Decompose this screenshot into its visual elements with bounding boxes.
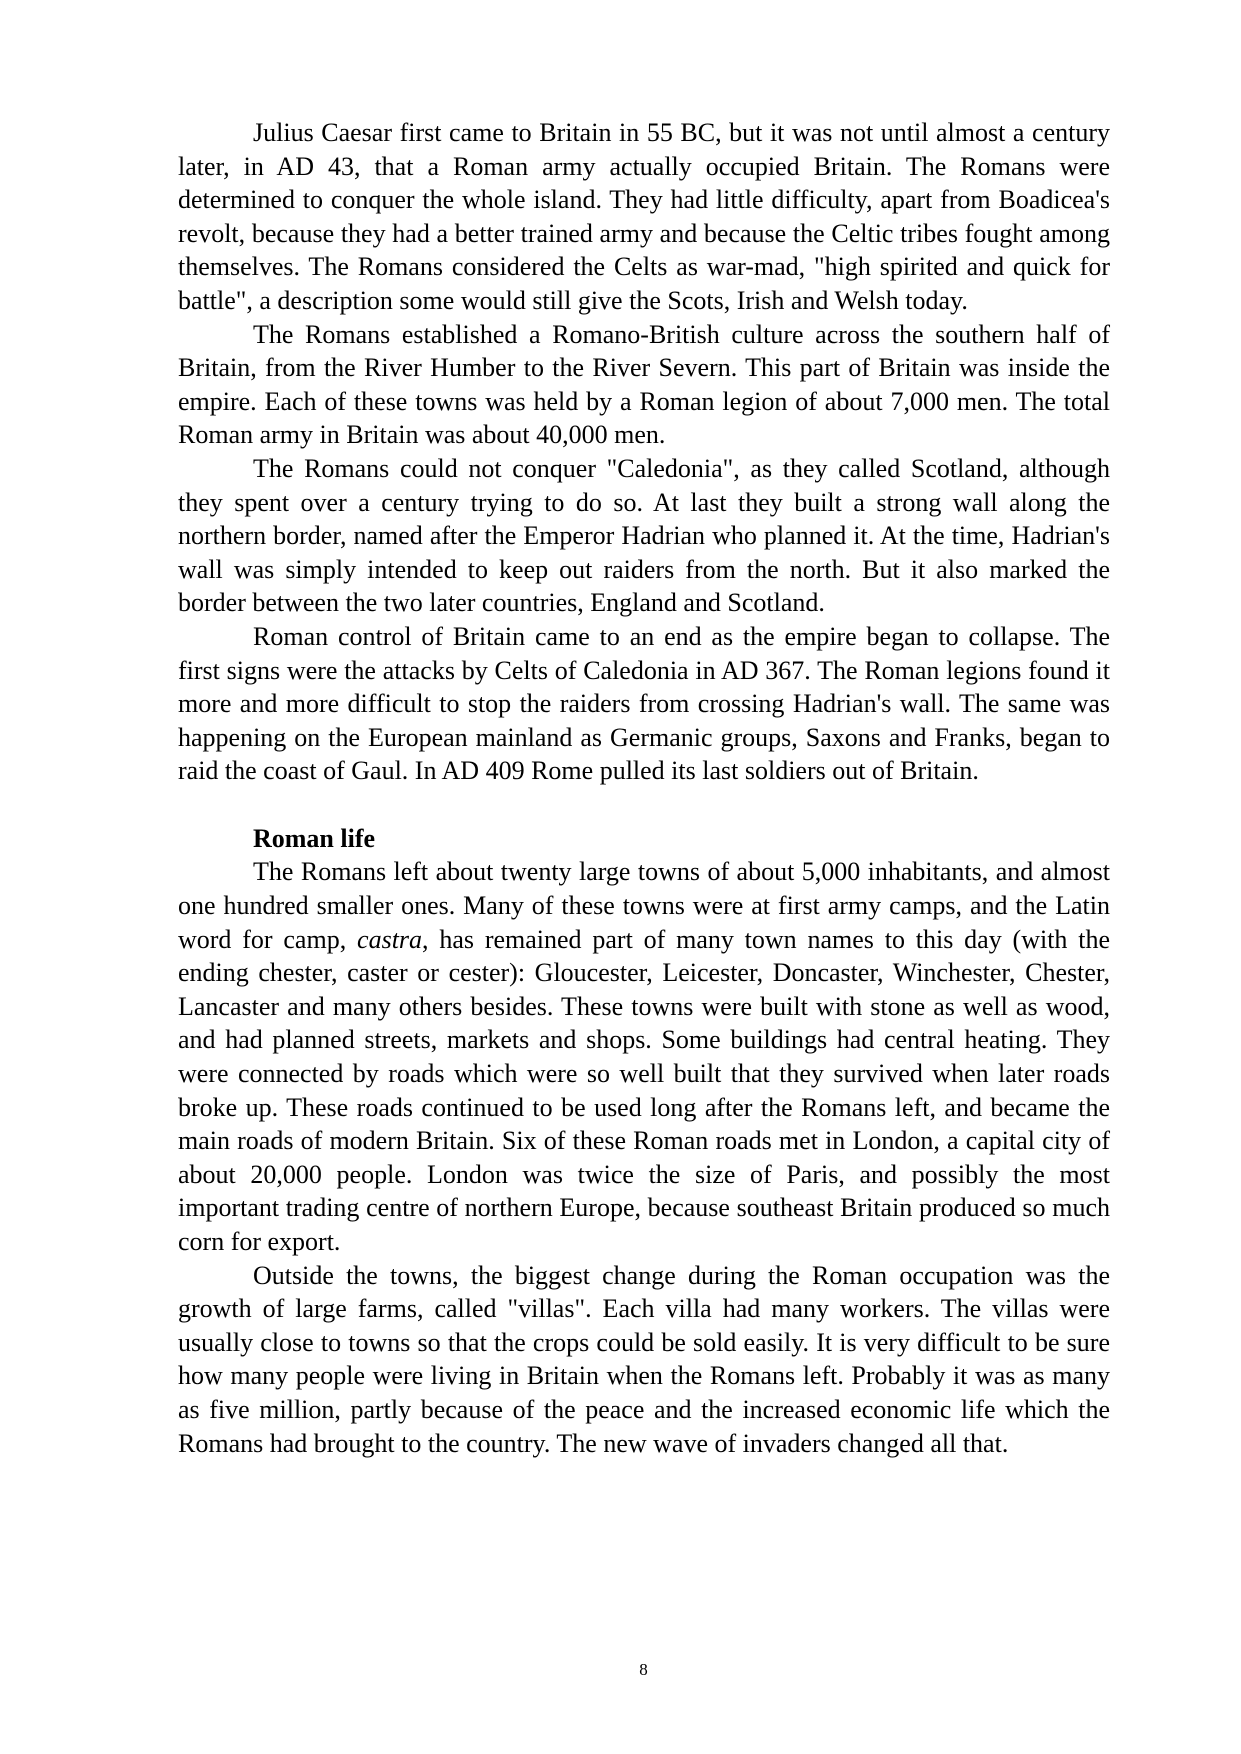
castra-italic-word: castra — [357, 924, 423, 954]
page-number: 8 — [639, 1660, 648, 1679]
paragraph-roman-towns — [178, 855, 1110, 1258]
section-heading-roman-life: Roman life — [253, 823, 376, 853]
paragraph-romano-british-culture: The Romans established a Romano-British culture across the southern half of Britain, from the River Humber to the River Severn. This part of Britain was inside the empire. Each of these towns was held by a Roman legion of about 7,000 men. The total Roman army in Britain was about 40,000 men. — [178, 319, 1110, 450]
paragraph-caledonia: The Romans could not conquer "Caledonia", as they called Scotland, although they spent over a century trying to do so. At last they built a strong wall along the northern border, named after the Emperor Hadrian who planned it. At the time, Hadrian's wall was simply intended to keep out raiders from the north. But it also marked the border between the two later countries, England and Scotland. — [178, 453, 1110, 618]
paragraph-roman-invasion: Julius Caesar first came to Britain in 55 BC, but it was not until almost a century later, in AD 43, that a Roman army actually occupied Britain. The Romans were determined to conquer the whole island. They had little difficulty, apart from Boadicea's revolt, because they had a better trained army and because the Celtic tribes fought among themselves. The Romans considered the Celts as war-mad, "high spirited and quick for battle", a description some would still give the Scots, Irish and Welsh today. — [178, 118, 1110, 315]
roman-towns-text-end: , has remained part of many town names to this day (with the ending chester, caster or cester): Gloucester, Leicester, Doncaster, Winchester, Chester, Lancaster and many others besides. These towns were built with stone as well as wood, and had planned streets, markets and shops. Some buildings had central heating. They were connected by roads which were so well built that they survived when later roads broke up. These roads continued to be used long after the Romans left, and became the main roads of modern Britain. Six of these Roman roads met in London, a capital city of about 20,000 people. London was twice the size of Paris, and possibly the most important trading centre of northern Europe, because southeast Britain produced so much corn for export. — [178, 924, 1111, 1256]
document-page — [178, 116, 1110, 1460]
paragraph-roman-collapse: Roman control of Britain came to an end as the empire began to collapse. The first signs were the attacks by Celts of Caledonia in AD 367. The Roman legions found it more and more difficult to stop the raiders from crossing Hadrian's wall. The same was happening on the European mainland as Germanic groups, Saxons and Franks, began to raid the coast of Gaul. In AD 409 Rome pulled its last soldiers out of Britain. — [178, 621, 1110, 786]
paragraph-villas: Outside the towns, the biggest change during the Roman occupation was the growth of large farms, called "villas". Each villa had many workers. The villas were usually close to towns so that the crops could be sold easily. It is very difficult to be sure how many people were living in Britain when the Romans left. Probably it was as many as five million, partly because of the peace and the increased economic life which the Romans had brought to the country. The new wave of invaders changed all that. — [178, 1260, 1110, 1458]
roman-towns-text-start: The Romans left about twenty large towns of about 5,000 inhabitants, and almost one hundred smaller ones. Many of these towns were at first army camps, and the Latin word for camp, — [178, 857, 1110, 954]
